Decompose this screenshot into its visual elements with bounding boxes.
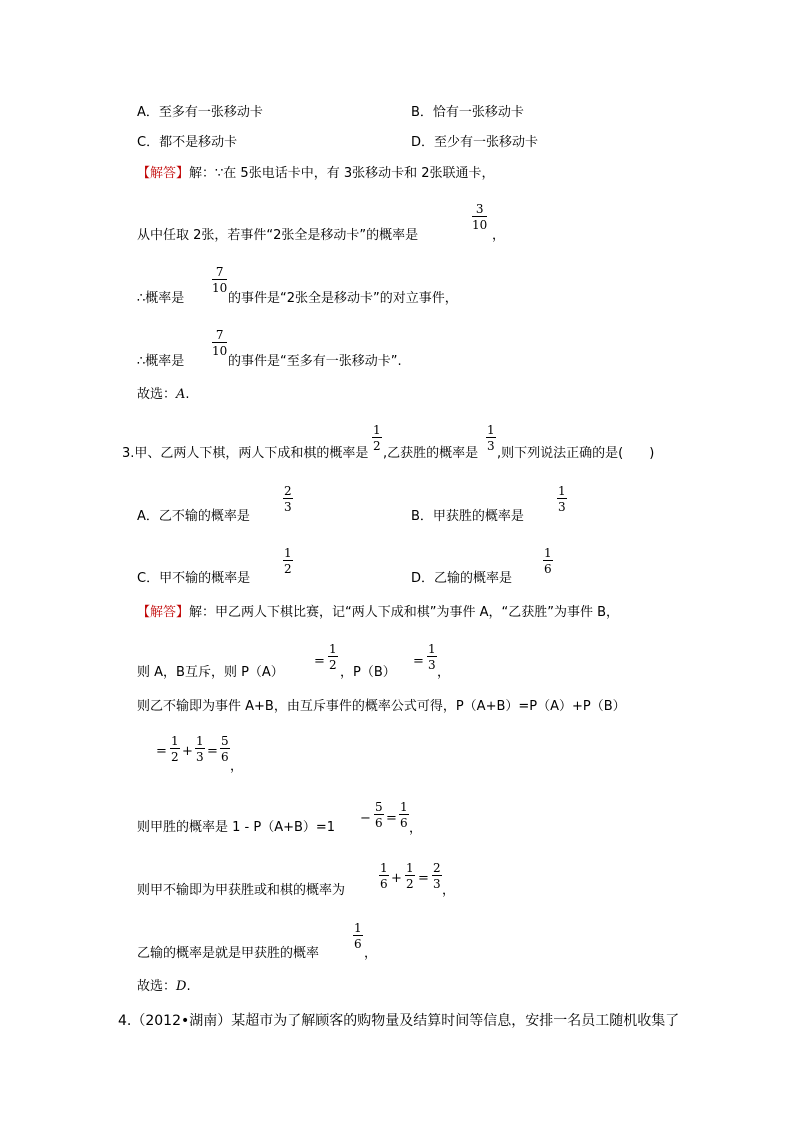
comma: ， xyxy=(442,883,456,898)
q3-answer-line2a: 则 A，B互斥，则 P（A） xyxy=(137,665,284,680)
q2-answer-line4-pre: ∴概率是 xyxy=(137,354,185,369)
fraction-7-10: 7 10 xyxy=(212,265,228,295)
q2-answer-line3-post: 的事件是“2张全是移动卡”的对立事件， xyxy=(228,291,458,306)
q2-answer-text1: 解：∵在 5张电话卡中，有 3张移动卡和 2张联通卡， xyxy=(189,166,495,181)
q2-answer-line2: 从中任取 2张，若事件“2张全是移动卡”的概率是 xyxy=(137,228,419,243)
q3-stem-part3: ,则下列说法正确的是( ) xyxy=(497,446,655,461)
q3-answer-line3: 则乙不输即为事件 A+B，由互斥事件的概率公式可得，P（A+B）=P（A）+P（B） xyxy=(137,699,626,714)
fraction-1-2: 1 2 xyxy=(406,861,414,891)
q2-option-a: A．至多有一张移动卡 xyxy=(137,105,263,120)
equals-sign: = xyxy=(207,744,218,759)
q3-answer-line4: 则甲胜的概率是 1 - P（A+B）=1 xyxy=(137,820,336,835)
q3-answer-line6: 乙输的概率是就是甲获胜的概率 xyxy=(137,946,320,961)
fraction-1-3: 1 3 xyxy=(558,484,566,514)
fraction-1-3: 1 3 xyxy=(487,423,495,453)
answer-tag: 【解答】 xyxy=(137,605,190,620)
fraction-2-3: 2 3 xyxy=(284,484,292,514)
comma: ， xyxy=(230,759,244,774)
minus-sign: − xyxy=(360,811,371,826)
q2-answer-line4-post: 的事件是“至多有一张移动卡”. xyxy=(228,354,402,369)
fraction-5-6: 5 6 xyxy=(375,800,383,830)
equals-sign: = xyxy=(386,811,397,826)
q3-answer-line1 xyxy=(137,606,619,619)
q3-option-b: B．甲获胜的概率是 xyxy=(411,509,524,524)
fraction-1-2: 1 2 xyxy=(171,734,179,764)
q2-option-c: C．都不是移动卡 xyxy=(137,135,238,150)
q3-option-c: C．甲不输的概率是 xyxy=(137,571,251,586)
q2-answer-line1 xyxy=(137,167,495,180)
equals-sign: = xyxy=(418,871,429,886)
fraction-2-3: 2 3 xyxy=(433,861,441,891)
q3-answer-line2b: ，P（B） xyxy=(340,665,396,680)
comma: ， xyxy=(492,228,506,243)
q3-choose: 故选：D. xyxy=(137,979,191,994)
q2-choose: 故选：A. xyxy=(137,387,190,402)
fraction-3-10: 3 10 xyxy=(472,202,488,232)
fraction-1-6: 1 6 xyxy=(380,861,388,891)
plus-sign: + xyxy=(391,871,402,886)
fraction-1-2: 1 2 xyxy=(329,642,337,672)
fraction-7-10: 7 10 xyxy=(212,328,228,358)
fraction-1-3: 1 3 xyxy=(196,734,204,764)
q3-option-d: D．乙输的概率是 xyxy=(411,571,513,586)
q3-stem-part1: 3.甲、乙两人下棋，两人下成和棋的概率是 xyxy=(122,446,369,461)
fraction-5-6: 5 6 xyxy=(221,734,229,764)
q2-answer-line3-pre: ∴概率是 xyxy=(137,291,185,306)
comma: ， xyxy=(437,665,451,680)
comma: ， xyxy=(409,821,423,836)
equals-sign: = xyxy=(314,654,325,669)
q2-option-b: B．恰有一张移动卡 xyxy=(411,105,524,120)
fraction-1-2: 1 2 xyxy=(284,546,292,576)
answer-tag: 【解答】 xyxy=(137,166,190,181)
q2-option-d: D．至少有一张移动卡 xyxy=(411,135,539,150)
fraction-1-3: 1 3 xyxy=(428,642,436,672)
fraction-1-6: 1 6 xyxy=(354,921,362,951)
q3-answer-line5: 则甲不输即为甲获胜或和棋的概率为 xyxy=(137,883,346,898)
equals-sign: = xyxy=(156,744,167,759)
fraction-1-6: 1 6 xyxy=(544,546,552,576)
comma: ， xyxy=(364,946,378,961)
q3-option-a: A．乙不输的概率是 xyxy=(137,509,250,524)
q3-stem-part2: ,乙获胜的概率是 xyxy=(383,446,479,461)
equals-sign: = xyxy=(413,654,424,669)
fraction-1-2: 1 2 xyxy=(373,423,381,453)
q3-answer-text1: 解：甲乙两人下棋比赛，记“两人下成和棋”为事件 A，“乙获胜”为事件 B， xyxy=(189,605,620,620)
q4-stem: 4.（2012•湖南）某超市为了解顾客的购物量及结算时间等信息，安排一名员工随机收集了 xyxy=(118,1013,680,1029)
fraction-1-6: 1 6 xyxy=(400,800,408,830)
plus-sign: + xyxy=(182,744,193,759)
